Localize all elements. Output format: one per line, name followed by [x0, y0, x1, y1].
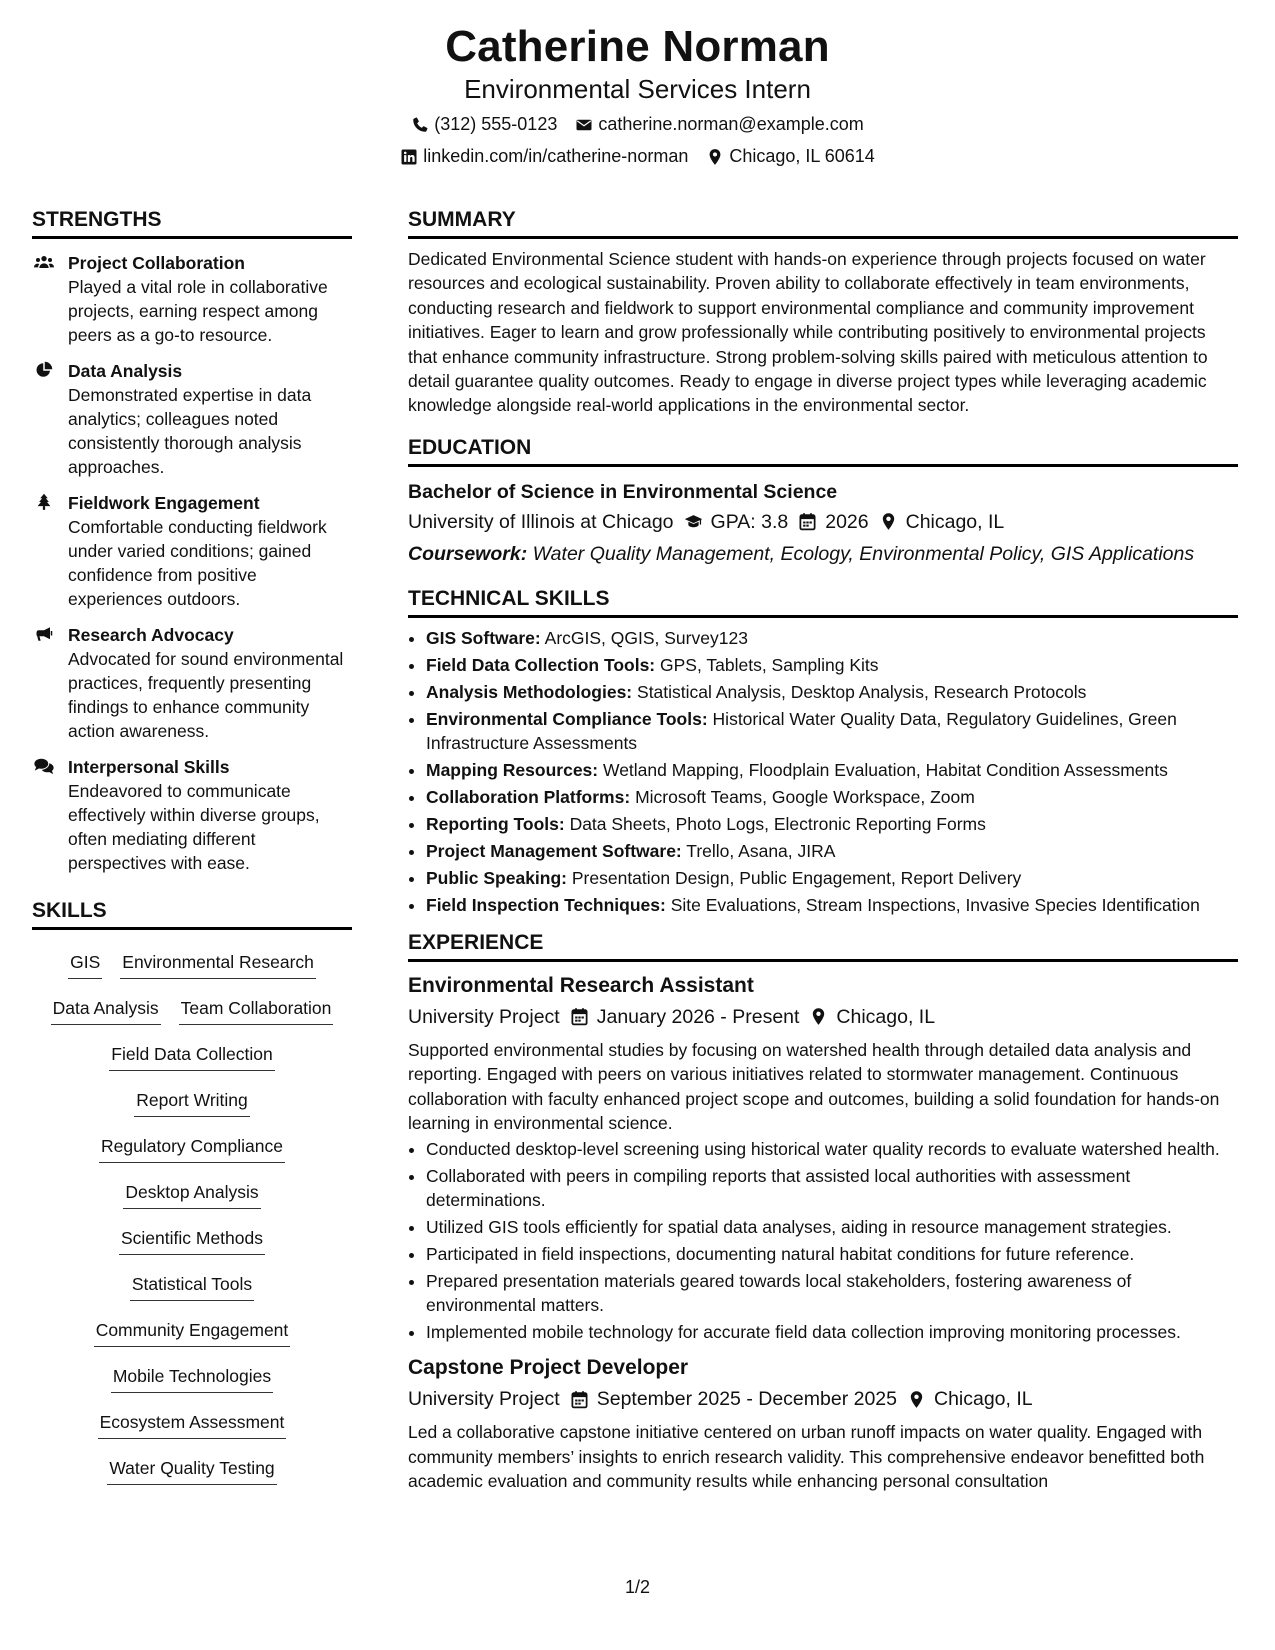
year-item [798, 507, 868, 537]
strength-description: Demonstrated expertise in data analytics; colleagues noted consistently thorough analysis approaches. [68, 385, 312, 477]
strength-title: Interpersonal Skills [68, 757, 230, 777]
left-column [32, 208, 352, 1494]
experience-heading: EXPERIENCE [408, 931, 1238, 962]
map-pin-icon [907, 1390, 926, 1409]
linkedin-contact[interactable] [400, 146, 688, 167]
tech-skill-label: Analysis Methodologies: [426, 681, 633, 702]
degree-title: Bachelor of Science in Environmental Science [408, 480, 838, 503]
skill-tag: Water Quality Testing [107, 1456, 276, 1485]
linkedin-text[interactable]: linkedin.com/in/catherine-norman [423, 146, 689, 166]
strength-title: Data Analysis [68, 361, 183, 381]
job-bullet: • Conducted desktop-level screening using historical water quality records to evaluate watershed health. [426, 1137, 1238, 1161]
tech-skill-label: Reporting Tools: [426, 813, 565, 834]
location-text: Chicago, IL 60614 [729, 146, 875, 166]
tech-skill-item [426, 680, 1238, 704]
map-pin-icon [809, 1007, 828, 1026]
tech-skill-label: GIS Software: [426, 627, 541, 648]
tech-skill-value: Statistical Analysis, Desktop Analysis, Research Protocols [637, 681, 1087, 702]
coursework-label: Coursework: [408, 542, 528, 565]
skill-tag: Desktop Analysis [123, 1180, 260, 1209]
job-bullet: • Participated in field inspections, documenting natural habitat conditions for future reference. [426, 1242, 1238, 1266]
calendar-icon [798, 512, 817, 531]
contact-row-2 [0, 146, 1275, 167]
map-pin-icon [879, 512, 898, 531]
skill-tag: Environmental Research [120, 950, 316, 979]
right-column [408, 208, 1238, 1494]
tech-skill-value: Microsoft Teams, Google Workspace, Zoom [635, 786, 975, 807]
tech-skill-item [426, 866, 1238, 890]
skill-tag: Scientific Methods [119, 1226, 265, 1255]
skill-tag: Community Engagement [94, 1318, 291, 1347]
strength-description: Comfortable conducting fieldwork under varied conditions; gained confidence from positive experiences outdoors. [68, 517, 327, 609]
job-org: University Project [408, 1005, 560, 1028]
phone-contact [411, 114, 557, 135]
gpa-item [684, 507, 789, 537]
skill-tag: Data Analysis [51, 996, 161, 1025]
skill-tag: Mobile Technologies [111, 1364, 273, 1393]
skill-tag: Report Writing [134, 1088, 250, 1117]
skill-tag: GIS [68, 950, 102, 979]
tech-skill-label: Field Data Collection Tools: [426, 654, 656, 675]
coursework-text: Water Quality Management, Ecology, Environmental Policy, GIS Applications [532, 542, 1195, 565]
tech-skill-value: Presentation Design, Public Engagement, Report Delivery [571, 867, 1022, 888]
strength-title: Research Advocacy [68, 625, 234, 645]
school-name: University of Illinois at Chicago [408, 510, 674, 533]
strength-item [32, 623, 352, 743]
job-dates-item [570, 1384, 897, 1414]
tech-skill-item [426, 707, 1238, 755]
job-location: Chicago, IL [836, 1005, 936, 1028]
skills-list [32, 942, 352, 1494]
users-icon [32, 251, 56, 275]
job-bullet: • Prepared presentation materials geared towards local stakeholders, fostering awareness of environmental matters. [426, 1269, 1238, 1317]
linkedin-icon [400, 148, 418, 166]
graduation-cap-icon [684, 512, 703, 531]
strength-description: Played a vital role in collaborative projects, earning respect among peers as a go-to resource. [68, 277, 328, 345]
location-contact [706, 146, 874, 167]
job-dates-item [570, 1002, 800, 1032]
strength-item [32, 251, 352, 347]
phone-icon [411, 116, 429, 134]
job-dates: September 2025 - December 2025 [596, 1388, 897, 1411]
tech-skill-item [426, 626, 1238, 650]
calendar-icon [570, 1390, 589, 1409]
skill-tag: Regulatory Compliance [99, 1134, 285, 1163]
tech-skill-label: Environmental Compliance Tools: [426, 708, 708, 729]
education-meta [408, 507, 1238, 537]
tech-skill-item [426, 785, 1238, 809]
job-bullets [408, 1137, 1238, 1344]
job-meta [408, 1384, 1238, 1414]
tech-skill-label: Mapping Resources: [426, 759, 599, 780]
candidate-role: Environmental Services Intern [464, 74, 811, 104]
experience-entry [408, 972, 1238, 1345]
tech-skill-value: Site Evaluations, Stream Inspections, Invasive Species Identification [670, 894, 1200, 915]
strength-description: Endeavored to communicate effectively within diverse groups, often mediating different perspectives with ease. [68, 781, 320, 873]
comments-icon [32, 755, 56, 779]
edu-location-item [879, 507, 1005, 537]
job-location-item [907, 1384, 1033, 1414]
tech-skill-label: Public Speaking: [426, 867, 567, 888]
tech-skill-value: ArcGIS, QGIS, Survey123 [544, 627, 748, 648]
email-text[interactable]: catherine.norman@example.com [598, 114, 864, 134]
tech-skill-label: Collaboration Platforms: [426, 786, 631, 807]
tech-skill-item [426, 812, 1238, 836]
strengths-heading: STRENGTHS [32, 208, 352, 239]
tree-icon [32, 491, 56, 515]
tech-skill-value: Trello, Asana, JIRA [686, 840, 836, 861]
strength-description: Advocated for sound environmental practices, frequently presenting findings to enhance community action awareness. [68, 649, 344, 741]
job-bullet: • Implemented mobile technology for accurate field data collection improving monitoring processes. [426, 1320, 1238, 1344]
job-title: Environmental Research Assistant [408, 973, 754, 997]
skill-tag: Field Data Collection [109, 1042, 274, 1071]
skill-tag: Team Collaboration [179, 996, 334, 1025]
tech-skill-item [426, 758, 1238, 782]
technical-skills-list [408, 626, 1238, 917]
phone-text: (312) 555-0123 [434, 114, 558, 134]
strength-item [32, 359, 352, 479]
strength-item [32, 755, 352, 875]
email-contact[interactable] [575, 114, 863, 135]
megaphone-icon [32, 623, 56, 647]
skill-tag: Statistical Tools [130, 1272, 254, 1301]
gpa-text: GPA: 3.8 [710, 510, 789, 533]
strength-title: Project Collaboration [68, 253, 245, 273]
tech-skill-label: Project Management Software: [426, 840, 682, 861]
tech-skill-value: Data Sheets, Photo Logs, Electronic Reporting Forms [569, 813, 986, 834]
calendar-icon [570, 1007, 589, 1026]
candidate-name: Catherine Norman [445, 22, 830, 71]
page-number: 1/2 [624, 1577, 651, 1597]
job-bullet: • Collaborated with peers in compiling reports that assisted local authorities with assessment determinations. [426, 1164, 1238, 1212]
job-title: Capstone Project Developer [408, 1356, 689, 1380]
map-pin-icon [706, 148, 724, 166]
envelope-icon [575, 116, 593, 134]
job-dates: January 2026 - Present [596, 1005, 800, 1028]
tech-skill-value: GPS, Tablets, Sampling Kits [660, 654, 879, 675]
tech-skill-value: Wetland Mapping, Floodplain Evaluation, Habitat Condition Assessments [603, 759, 1168, 780]
job-meta [408, 1002, 1238, 1032]
job-description: Supported environmental studies by focusing on watershed health through detailed data analysis and reporting. Engaged with peers on various initiatives related to stormwater management. Continuous collaboration with faculty enhanced project scope and outcomes, building a solid foundation for hands-on learning in environmental science. [408, 1039, 1220, 1134]
tech-skill-item [426, 839, 1238, 863]
education-heading: EDUCATION [408, 436, 1238, 467]
tech-skill-value: Historical Water Quality Data, Regulatory Guidelines, Green Infrastructure Assessments [426, 708, 1177, 753]
year-text: 2026 [825, 510, 869, 533]
skills-heading: SKILLS [32, 899, 352, 930]
strength-title: Fieldwork Engagement [68, 493, 260, 513]
experience-entry [408, 1354, 1238, 1493]
skill-tag: Ecosystem Assessment [98, 1410, 287, 1439]
summary-heading: SUMMARY [408, 208, 1238, 239]
pie-chart-icon [32, 359, 56, 383]
strength-item [32, 491, 352, 611]
technical-skills-heading: TECHNICAL SKILLS [408, 587, 1238, 618]
job-description: Led a collaborative capstone initiative centered on urban runoff impacts on water quality. Engaged with community members’ insights to enrich research validity. This comprehensive endeavor benefitted both academic evaluation and community results while enhancing personal consultation [408, 1422, 1205, 1492]
job-org: University Project [408, 1388, 560, 1411]
tech-skill-item [426, 653, 1238, 677]
tech-skill-label: Field Inspection Techniques: [426, 894, 666, 915]
summary-text: Dedicated Environmental Science student with hands-on experience through projects focused on water resources and ecological sustainability. Proven ability to collaborate effectively in team environments, conducting research and fieldwork to support environmental compliance and community improvement initiatives. Eager to learn and grow professionally while contributing positively to environmental projects that enhance community infrastructure. Strong problem-solving skills paired with meticulous attention to detail guarantee quality outcomes. Ready to engage in diverse project types while leveraging academic knowledge alongside real-world applications in the environmental sector. [408, 249, 1208, 416]
edu-location-text: Chicago, IL [905, 510, 1005, 533]
job-location-item [809, 1002, 935, 1032]
contact-row-1 [0, 114, 1275, 135]
job-location: Chicago, IL [933, 1388, 1033, 1411]
job-bullet: • Utilized GIS tools efficiently for spatial data analyses, aiding in resource management strategies. [426, 1215, 1238, 1239]
tech-skill-item [426, 893, 1238, 917]
coursework-line [408, 539, 1238, 569]
